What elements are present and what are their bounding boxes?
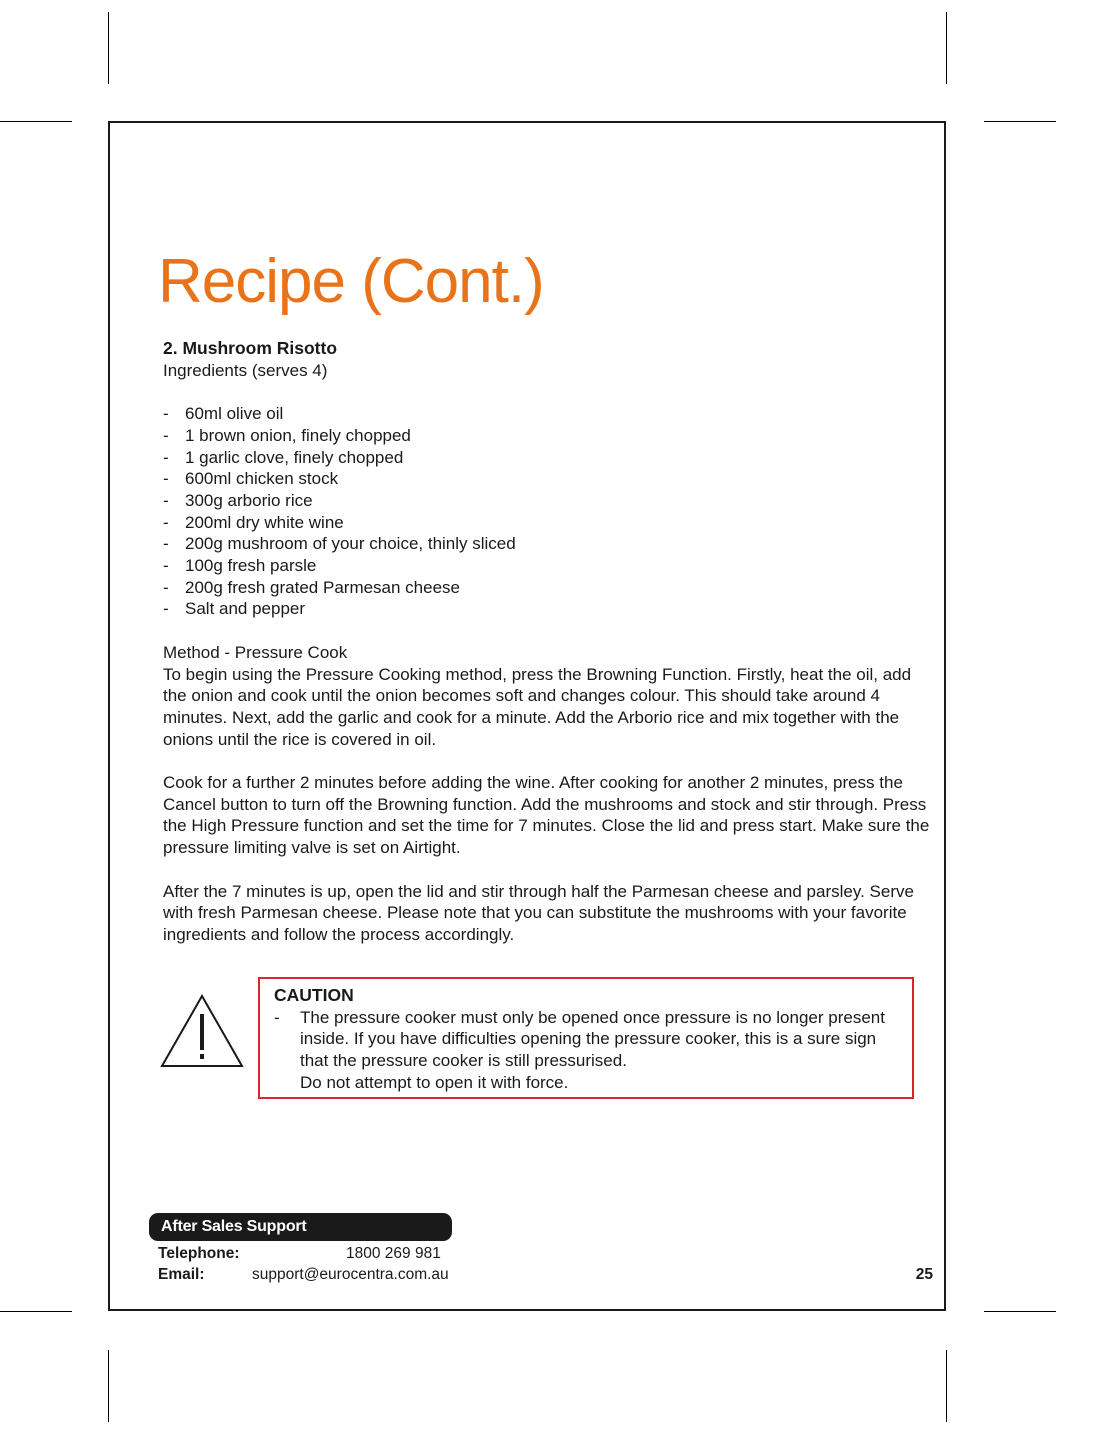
ingredient-text: 60ml olive oil: [185, 404, 284, 424]
caution-text: The pressure cooker must only be opened once pressure is no longer present inside. If you have difficulties opening the pressure cooker, this is a sure sign that the pressure cooker is still pressurised.: [300, 1007, 885, 1071]
page-number: 25: [915, 1266, 933, 1283]
ingredients-subheading: Ingredients (serves 4): [163, 360, 328, 380]
page-title: Recipe (Cont.): [158, 247, 544, 316]
method-label: Method - Pressure Cook: [163, 642, 348, 662]
caution-item: [274, 1007, 892, 1094]
telephone-label: Telephone:: [158, 1245, 240, 1262]
method-paragraph: After the 7 minutes is up, open the lid and stir through half the Parmesan cheese and parsley. Serve with fresh Parmesan cheese. Please note that you can substitute the mushrooms with your favorite ingredients and follow the process accordingly.: [163, 881, 914, 944]
telephone-value: 1800 269 981: [346, 1245, 441, 1262]
list-item: - 100g fresh parsle: [163, 556, 317, 576]
list-item: - Salt and pepper: [163, 599, 306, 619]
after-sales-support-header: After Sales Support: [149, 1213, 452, 1241]
method-paragraph: To begin using the Pressure Cooking method, press the Browning Function. Firstly, heat the oil, add the onion and cook until the onion becomes soft and changes colour. This should take around 4 minutes. Next, add the garlic and cook for a minute. Add the Arborio rice and mix together with the onions until the rice is covered in oil.: [163, 664, 912, 749]
method-paragraph: Cook for a further 2 minutes before adding the wine. After cooking for another 2 minutes, press the Cancel button to turn off the Browning function. Add the mushrooms and stock and stir through. Press the High Pressure function and set the time for 7 minutes. Close the lid and press start. Make sure the pressure limiting valve is set on Airtight.: [163, 773, 930, 858]
support-telephone-row: [158, 1244, 441, 1264]
ingredient-text: Salt and pepper: [185, 599, 306, 619]
list-item: - 200g mushroom of your choice, thinly sliced: [163, 534, 516, 554]
crop-mark: [984, 1311, 1056, 1312]
recipe-heading: 2. Mushroom Risotto: [163, 338, 338, 358]
crop-mark: [946, 1350, 947, 1422]
crop-mark: [0, 121, 72, 122]
ingredient-text: 200g fresh grated Parmesan cheese: [185, 577, 461, 597]
list-item: - 600ml chicken stock: [163, 469, 339, 489]
support-email-row: [158, 1265, 449, 1285]
recipe-content: [163, 338, 933, 967]
caution-text-2: Do not attempt to open it with force.: [300, 1072, 569, 1092]
crop-mark: [984, 121, 1056, 122]
caution-dash: -: [274, 1007, 280, 1027]
ingredient-text: 1 garlic clove, finely chopped: [185, 447, 404, 467]
caution-title: CAUTION: [274, 985, 354, 1005]
ingredient-text: 200ml dry white wine: [185, 512, 344, 532]
caution-box: [258, 977, 914, 1099]
crop-mark: [946, 12, 947, 84]
ingredient-text: 100g fresh parsle: [185, 556, 317, 576]
crop-mark: [108, 12, 109, 84]
list-item: - 300g arborio rice: [163, 490, 313, 510]
list-item: - 1 brown onion, finely chopped: [163, 425, 411, 445]
ingredient-text: 200g mushroom of your choice, thinly sliced: [185, 534, 516, 554]
crop-mark: [0, 1311, 72, 1312]
email-value: support@eurocentra.com.au: [252, 1266, 449, 1283]
warning-triangle-icon: [160, 994, 244, 1068]
ingredient-text: 1 brown onion, finely chopped: [185, 425, 411, 445]
crop-mark: [108, 1350, 109, 1422]
ingredient-list: [163, 403, 933, 620]
email-label: Email:: [158, 1266, 205, 1283]
ingredient-text: 300g arborio rice: [185, 490, 313, 510]
list-item: - 60ml olive oil: [163, 404, 284, 424]
ingredient-text: 600ml chicken stock: [185, 469, 339, 489]
list-item: - 200ml dry white wine: [163, 512, 344, 532]
list-item: - 1 garlic clove, finely chopped: [163, 447, 404, 467]
list-item: - 200g fresh grated Parmesan cheese: [163, 577, 461, 597]
